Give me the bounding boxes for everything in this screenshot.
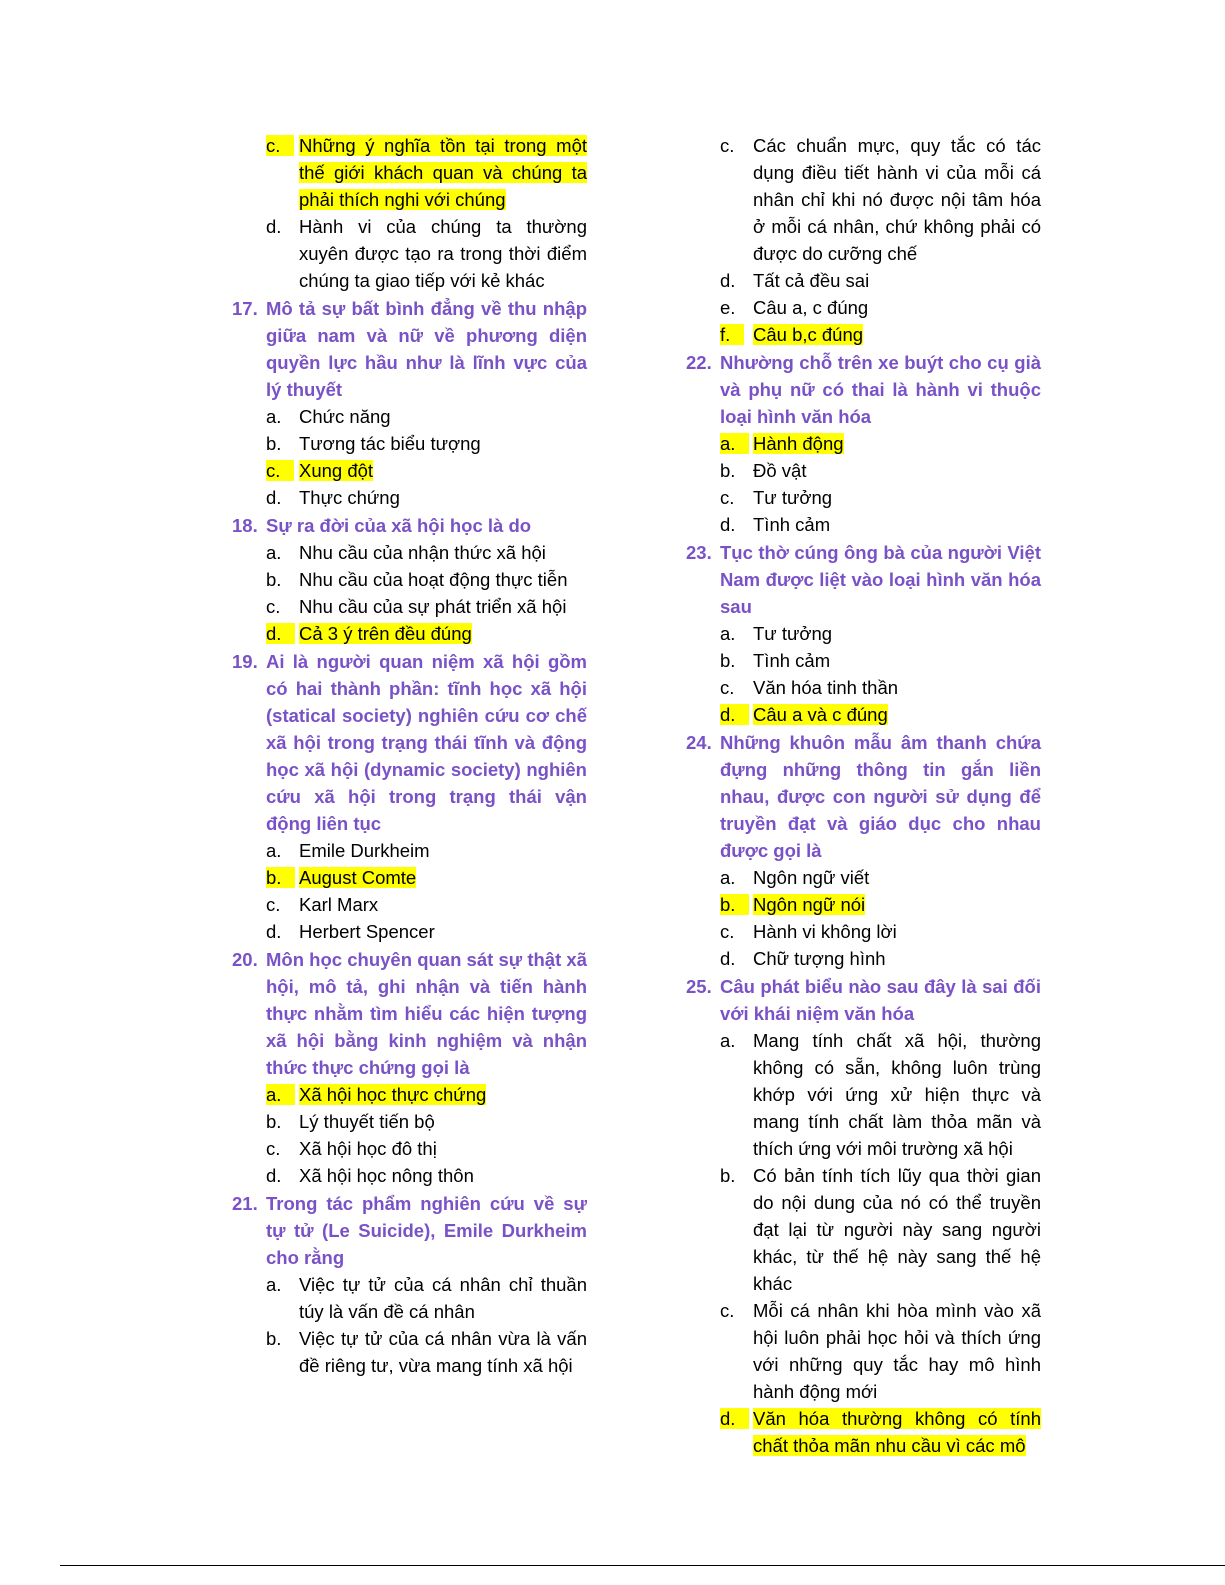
option-letter-text: c. [266,460,294,481]
option-letter-text: e. [720,297,736,318]
option-letter [266,566,299,593]
question-number: 19. [232,651,258,672]
option-text [299,593,587,620]
question-text: Môn học chuyên quan sát sự thật xã hội, mô tả, ghi nhận và tiến hành thực nhằm tìm hiểu các hiện tượng xã hội bằng kinh nghiệm và nhận thức thực chứng gọi là [266,949,587,1078]
option-text-content: Herbert Spencer [299,921,435,942]
option-letter-text: a. [266,1084,295,1105]
question-text: Nhường chỗ trên xe buýt cho cụ già và phụ nữ có thai là hành vi thuộc loại hình văn hóa [720,352,1041,427]
question-item [232,1190,587,1271]
option-text-content: Tình cảm [753,650,831,671]
answer-option-highlighted [686,321,1041,348]
option-text [299,1162,587,1189]
option-text-content: August Comte [299,867,417,888]
option-text [753,1405,1041,1459]
question-item [232,295,587,403]
option-letter-text: c. [266,894,281,915]
answer-option [686,864,1041,891]
option-text-content: Nhu cầu của sự phát triển xã hội [299,596,567,617]
answer-option [686,945,1041,972]
option-letter-text: b. [720,1165,736,1186]
option-letter [266,213,299,294]
left-column [232,132,587,1379]
question-number: 20. [232,949,258,970]
option-text [753,484,1041,511]
answer-option [232,1325,587,1379]
option-letter-text: c. [266,1138,281,1159]
option-text [299,1108,587,1135]
option-text-content: Có bản tính tích lũy qua thời gian do nội dung của nó có thể truyền đạt lại từ người này sang người khác, từ thế hệ này sang thế hệ khác [753,1165,1041,1294]
option-text-content: Văn hóa thường không có tính chất thỏa mãn nhu cầu vì các mô [753,1408,1041,1456]
option-text [299,1081,587,1108]
option-letter [266,484,299,511]
option-text-content: Câu a và c đúng [753,704,888,725]
option-letter [266,403,299,430]
option-letter [720,511,753,538]
option-letter [266,1162,299,1189]
option-letter [720,1162,753,1297]
option-letter [720,1297,753,1405]
option-text-content: Đồ vật [753,460,807,481]
option-text [753,430,1041,457]
option-letter [266,864,299,891]
option-text-content: Chức năng [299,406,391,427]
option-letter [266,620,299,647]
option-text [753,1297,1041,1405]
option-text [753,1162,1041,1297]
question-item [686,973,1041,1027]
question-item [686,539,1041,620]
question-item [232,648,587,837]
option-letter-text: c. [720,487,735,508]
option-letter [266,539,299,566]
answer-option-highlighted [686,891,1041,918]
answer-option [686,132,1041,267]
option-text [753,674,1041,701]
option-text [753,647,1041,674]
answer-option [232,484,587,511]
answer-option [686,918,1041,945]
option-letter [266,132,299,213]
option-letter-text: c. [720,677,735,698]
answer-option [686,294,1041,321]
question-number: 18. [232,515,258,536]
option-text-content: Mang tính chất xã hội, thường không có sẵn, không luôn trùng khớp với ứng xử hiện thực và mang tính chất làm thỏa mãn và thích ứng với môi trường xã hội [753,1030,1041,1159]
option-text-content: Hành động [753,433,844,454]
option-letter-text: a. [266,406,282,427]
option-letter-text: a. [720,623,736,644]
option-letter-text: b. [720,460,736,481]
option-letter-text: c. [720,921,735,942]
option-text-content: Việc tự tử của cá nhân chỉ thuần túy là vấn đề cá nhân [299,1274,587,1322]
question-item [232,512,587,539]
option-letter-text: d. [266,216,282,237]
option-text-content: Các chuẩn mực, quy tắc có tác dụng điều tiết hành vi của mỗi cá nhân chỉ khi nó được nội tâm hóa ở mỗi cá nhân, chứ không phải có được do cưỡng chế [753,135,1041,264]
question-text: Ai là người quan niệm xã hội gồm có hai thành phần: tĩnh học xã hội (statical society) nghiên cứu cơ chế xã hội trong trạng thái tĩnh và động học xã hội (dynamic society) nghiên cứu xã hội trong trạng thái vận động liên tục [266,651,587,834]
option-letter [720,701,753,728]
option-letter [266,891,299,918]
option-text [299,891,587,918]
option-letter [720,864,753,891]
option-text-content: Ngôn ngữ nói [753,894,866,915]
option-letter [720,891,753,918]
option-letter [720,267,753,294]
question-number: 21. [232,1193,258,1214]
option-letter-text: b. [266,1111,282,1132]
option-text [299,864,587,891]
question-item [232,946,587,1081]
answer-option [686,1297,1041,1405]
answer-option-highlighted [686,430,1041,457]
answer-option-highlighted [232,457,587,484]
question-text: Trong tác phẩm nghiên cứu về sự tự tử (Le Suicide), Emile Durkheim cho rằng [266,1193,587,1268]
option-text-content: Karl Marx [299,894,379,915]
option-letter [266,918,299,945]
answer-option [686,647,1041,674]
option-text [753,321,1041,348]
option-text-content: Xã hội học nông thôn [299,1165,474,1186]
answer-option [232,1135,587,1162]
option-letter-text: a. [266,840,282,861]
option-text [753,620,1041,647]
option-letter [266,430,299,457]
answer-option [232,891,587,918]
answer-option [232,1108,587,1135]
option-text-content: Tình cảm [753,514,831,535]
option-text [299,484,587,511]
answer-option [232,1162,587,1189]
right-column [686,132,1041,1459]
option-letter-text: b. [266,867,295,888]
answer-option [232,539,587,566]
option-letter-text: a. [266,1274,282,1295]
option-letter [720,1405,753,1459]
option-letter-text: d. [266,623,295,644]
option-letter-text: b. [266,1328,282,1349]
answer-option [232,918,587,945]
option-text-content: Xã hội học thực chứng [299,1084,487,1105]
answer-option [232,1271,587,1325]
option-text [753,132,1041,267]
question-text: Tục thờ cúng ông bà của người Việt Nam được liệt vào loại hình văn hóa sau [720,542,1041,617]
answer-option [232,430,587,457]
option-letter [266,1271,299,1325]
option-letter [720,1027,753,1162]
option-text-content: Nhu cầu của nhận thức xã hội [299,542,546,563]
answer-option-highlighted [686,1405,1041,1459]
option-letter [720,484,753,511]
question-number: 25. [686,976,712,997]
option-letter [720,918,753,945]
answer-option-highlighted [232,132,587,213]
question-text: Câu phát biểu nào sau đây là sai đối với khái niệm văn hóa [720,976,1041,1024]
answer-option [686,457,1041,484]
answer-option-highlighted [232,1081,587,1108]
answer-option [232,837,587,864]
question-number: 23. [686,542,712,563]
answer-option [686,511,1041,538]
option-text [299,539,587,566]
option-text [299,1135,587,1162]
option-letter [720,945,753,972]
option-text-content: Tất cả đều sai [753,270,870,291]
answer-option [686,1027,1041,1162]
option-letter-text: b. [720,650,736,671]
option-text-content: Lý thuyết tiến bộ [299,1111,435,1132]
answer-option-highlighted [232,620,587,647]
option-text-content: Thực chứng [299,487,400,508]
option-text [299,403,587,430]
option-letter [266,837,299,864]
option-text-content: Hành vi không lời [753,921,897,942]
option-text [753,701,1041,728]
option-text-content: Việc tự tử của cá nhân vừa là vấn đề riêng tư, vừa mang tính xã hội [299,1328,587,1376]
option-letter-text: d. [266,487,282,508]
question-text: Sự ra đời của xã hội học là do [266,515,532,536]
option-text [753,294,1041,321]
option-text [299,837,587,864]
option-text [753,891,1041,918]
option-letter [720,294,753,321]
option-text [299,620,587,647]
option-text-content: Ngôn ngữ viết [753,867,870,888]
option-letter [266,1325,299,1379]
option-letter [720,132,753,267]
option-letter-text: d. [720,948,736,969]
option-text [753,457,1041,484]
question-number: 17. [232,298,258,319]
option-text-content: Xã hội học đô thị [299,1138,437,1159]
question-text: Những khuôn mẫu âm thanh chứa đựng những thông tin gắn liền nhau, được con người sử dụng để truyền đạt và giáo dục cho nhau được gọi là [720,732,1041,861]
option-letter [266,1081,299,1108]
answer-option [686,1162,1041,1297]
option-text [753,918,1041,945]
option-text [753,864,1041,891]
option-letter-text: a. [720,433,749,454]
option-letter-text: a. [720,1030,736,1051]
option-letter [266,593,299,620]
option-text [299,457,587,484]
option-text [299,132,587,213]
option-text-content: Tương tác biểu tượng [299,433,481,454]
option-text [753,945,1041,972]
answer-option [686,674,1041,701]
option-letter [720,620,753,647]
option-text [753,511,1041,538]
option-letter-text: b. [266,569,282,590]
answer-option [232,213,587,294]
option-letter-text: c. [266,135,294,156]
option-text-content: Cả 3 ý trên đều đúng [299,623,472,644]
question-item [686,349,1041,430]
option-text-content: Nhu cầu của hoạt động thực tiễn [299,569,568,590]
option-text [753,267,1041,294]
option-letter-text: f. [720,324,744,345]
option-letter [266,1108,299,1135]
option-text-content: Chữ tượng hình [753,948,886,969]
option-text [299,1325,587,1379]
option-text-content: Tư tưởng [753,623,833,644]
option-letter [266,457,299,484]
option-text-content: Hành vi của chúng ta thường xuyên được tạo ra trong thời điểm chúng ta giao tiếp với kẻ khác [299,216,587,291]
question-text: Mô tả sự bất bình đẳng về thu nhập giữa nam và nữ về phương diện quyền lực hầu như là lĩnh vực của lý thuyết [266,298,587,400]
option-text [299,566,587,593]
option-letter [720,457,753,484]
option-letter [720,674,753,701]
option-letter [720,321,753,348]
answer-option [686,620,1041,647]
option-letter-text: b. [720,894,749,915]
option-text [299,213,587,294]
option-text [299,430,587,457]
answer-option-highlighted [686,701,1041,728]
option-letter-text: d. [720,1408,749,1429]
option-letter [266,1135,299,1162]
option-text [753,1027,1041,1162]
option-letter-text: d. [720,514,736,535]
question-number: 22. [686,352,712,373]
option-text-content: Câu a, c đúng [753,297,869,318]
option-letter-text: c. [266,596,281,617]
option-text-content: Xung đột [299,460,374,481]
option-letter-text: d. [720,704,749,725]
option-text [299,918,587,945]
option-letter-text: c. [720,1300,735,1321]
option-text-content: Tư tưởng [753,487,833,508]
option-text-content: Văn hóa tinh thần [753,677,899,698]
option-letter-text: a. [720,867,736,888]
option-letter-text: a. [266,542,282,563]
option-letter-text: d. [266,1165,282,1186]
option-text [299,1271,587,1325]
option-text-content: Câu b,c đúng [753,324,864,345]
option-letter [720,430,753,457]
option-text-content: Emile Durkheim [299,840,430,861]
option-letter-text: c. [720,135,735,156]
option-letter-text: d. [720,270,736,291]
question-item [686,729,1041,864]
answer-option [232,403,587,430]
answer-option [232,566,587,593]
answer-option [232,593,587,620]
option-text-content: Mỗi cá nhân khi hòa mình vào xã hội luôn phải học hỏi và thích ứng với những quy tắc hay mô hình hành động mới [753,1300,1041,1402]
option-letter-text: b. [266,433,282,454]
option-letter-text: d. [266,921,282,942]
answer-option [686,267,1041,294]
answer-option-highlighted [232,864,587,891]
question-number: 24. [686,732,712,753]
option-text-content: Những ý nghĩa tồn tại trong một thế giới khách quan và chúng ta phải thích nghi với chúng [299,135,587,210]
option-letter [720,647,753,674]
answer-option [686,484,1041,511]
page-bottom-rule [60,1565,1225,1566]
